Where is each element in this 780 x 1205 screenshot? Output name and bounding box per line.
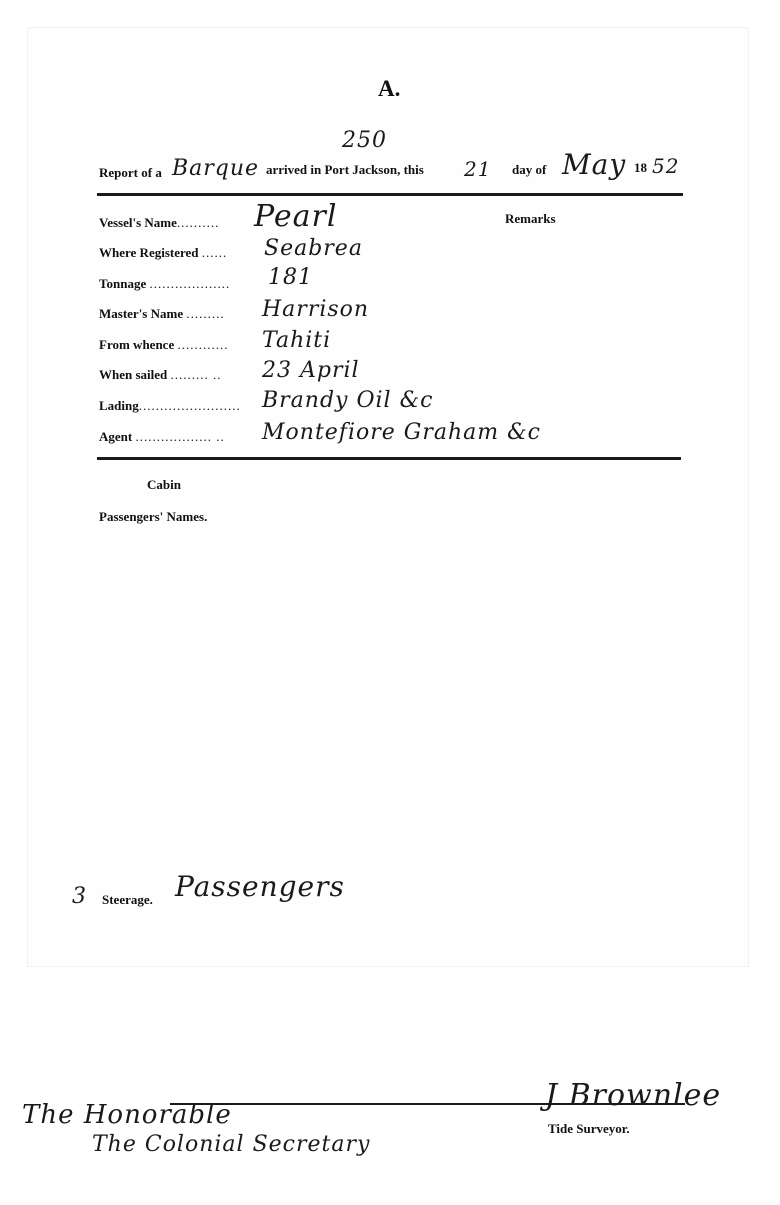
report-middle-text: arrived in Port Jackson, this bbox=[266, 162, 424, 177]
report-year-printed: 18 bbox=[634, 160, 647, 175]
field-label-from-whence: From whence ............ bbox=[99, 337, 229, 352]
steerage-label: Steerage. bbox=[102, 892, 153, 907]
field-label-where-registered: Where Registered ...... bbox=[99, 245, 228, 260]
field-label-lading: Lading........................ bbox=[99, 398, 241, 413]
addressee-line-1: The Honorable bbox=[22, 1100, 232, 1130]
report-number: 250 bbox=[342, 128, 387, 153]
field-value-lading: Brandy Oil &c bbox=[262, 388, 434, 413]
field-value-agent: Montefiore Graham &c bbox=[262, 420, 542, 445]
field-value-from-whence: Tahiti bbox=[262, 328, 332, 353]
field-label-when-sailed: When sailed ......... .. bbox=[99, 367, 222, 382]
report-month: May bbox=[562, 148, 627, 181]
form-letter-heading: A. bbox=[378, 76, 401, 101]
field-value-where-registered: Seabrea bbox=[264, 236, 363, 261]
remarks-label: Remarks bbox=[505, 211, 556, 226]
field-label-agent: Agent .................. .. bbox=[99, 429, 225, 444]
signature: J Brownlee bbox=[545, 1078, 722, 1113]
signer-title: Tide Surveyor. bbox=[548, 1121, 630, 1136]
field-value-vessels-name: Pearl bbox=[254, 199, 338, 234]
report-prefix: Report of a bbox=[99, 165, 162, 180]
report-year-written: 52 bbox=[652, 154, 680, 178]
header-rule bbox=[97, 193, 683, 196]
steerage-count: 3 bbox=[72, 884, 87, 909]
field-value-masters-name: Harrison bbox=[262, 297, 370, 322]
cabin-label: Cabin bbox=[147, 477, 181, 492]
field-value-tonnage: 181 bbox=[268, 265, 313, 290]
fields-bottom-rule bbox=[97, 457, 681, 460]
field-label-vessels-name: Vessel's Name.......... bbox=[99, 215, 220, 230]
field-label-masters-name: Master's Name ......... bbox=[99, 306, 225, 321]
report-day-of: day of bbox=[512, 162, 547, 177]
steerage-note: Passengers bbox=[175, 870, 345, 903]
vessel-type: Barque bbox=[172, 156, 260, 181]
addressee-line-2: The Colonial Secretary bbox=[92, 1132, 371, 1157]
field-label-tonnage: Tonnage ................... bbox=[99, 276, 231, 291]
passengers-label: Passengers' Names. bbox=[99, 509, 208, 524]
field-value-when-sailed: 23 April bbox=[262, 358, 360, 383]
report-day: 21 bbox=[464, 157, 492, 181]
